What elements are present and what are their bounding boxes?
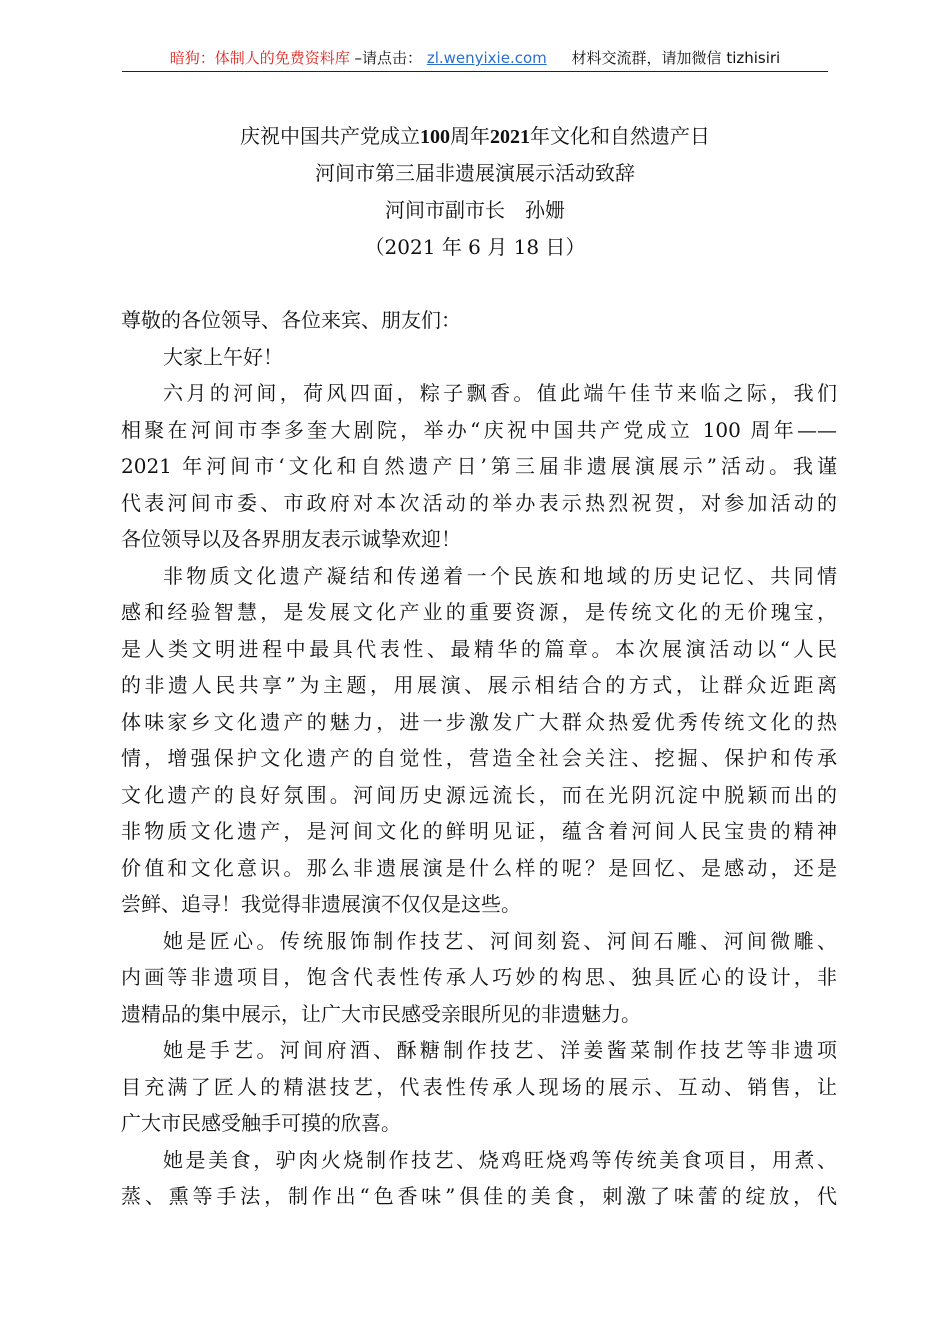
paragraph-line: 价值和文化意识。那么非遗展演是什么样的呢？是回忆、是感动，还是 <box>121 855 837 880</box>
speech-body <box>121 302 837 1215</box>
title-part: 周年 <box>450 124 490 148</box>
paragraph-line: 遗精品的集中展示，让广大市民感受亲眼所见的非遗魅力。 <box>121 1001 641 1026</box>
paragraph-line: 六月的河间，荷风四面，粽子飘香。值此端午佳节来临之际，我们 <box>163 381 837 405</box>
title-block <box>0 118 950 266</box>
title-part: 庆祝中国共产党成立 <box>240 124 420 148</box>
paragraph-line: 情，增强保护文化遗产的自觉性，营造全社会关注、挖掘、保护和传承 <box>121 746 837 770</box>
paragraph-line: 体味家乡文化遗产的魅力，进一步激发广大群众热爱优秀传统文化的热 <box>121 709 837 734</box>
paragraph-line: 代表河间市委、市政府对本次活动的举办表示热烈祝贺，对参加活动的 <box>121 490 837 515</box>
paragraph-line: 广大市民感受触手可摸的欣喜。 <box>121 1111 401 1135</box>
greeting: 大家上午好！ <box>163 344 283 369</box>
title-part: 年文化和自然遗产日 <box>530 124 710 148</box>
paragraph-line: 文化遗产的良好氛围。河间历史源远流长，而在光阴沉淀中脱颖而出的 <box>121 782 837 807</box>
paragraph-line: 她是手艺。河间府酒、酥糖制作技艺、洋姜酱菜制作技艺等非遗项 <box>163 1038 837 1062</box>
salutation: 尊敬的各位领导、各位来宾、朋友们： <box>121 308 461 332</box>
title-number: 100 <box>420 126 450 148</box>
wechat-note: 材料交流群，请加微信 tizhisiri <box>571 49 781 67</box>
header-banner <box>122 46 828 70</box>
title-year: 2021 <box>490 126 530 148</box>
paragraph-line: 2021 年河间市‘文化和自然遗产日’第三届非遗展演展示”活动。我谨 <box>121 454 837 478</box>
paragraph-line: 是人类文明进程中最具代表性、最精华的篇章。本次展演活动以“人民 <box>121 636 837 661</box>
subtitle: 河间市第三届非遗展演展示活动致辞 <box>315 161 635 185</box>
website-link[interactable]: zl.wenyixie.com <box>426 49 547 67</box>
click-prompt: –请点击： <box>349 49 423 67</box>
paragraph-line: 目充满了匠人的精湛技艺，代表性传承人现场的展示、互动、销售，让 <box>121 1074 837 1099</box>
paragraph-line: 感和经验智慧，是发展文化产业的重要资源，是传统文化的无价瑰宝， <box>121 600 837 624</box>
paragraph-line: 各位领导以及各界朋友表示诚挚欢迎！ <box>121 527 461 551</box>
brand-text: 暗狗：体制人的免费资料库 <box>169 49 350 67</box>
paragraph-line: 的非遗人民共享”为主题，用展演、展示相结合的方式，让群众近距离 <box>121 673 837 697</box>
paragraph-line: 内画等非遗项目，饱含代表性传承人巧妙的构思、独具匠心的设计，非 <box>121 965 837 989</box>
paragraph-line: 尝鲜、追寻！我觉得非遗展演不仅仅是这些。 <box>121 892 521 916</box>
paragraph-line: 非物质文化遗产凝结和传递着一个民族和地域的历史记忆、共同情 <box>163 563 837 588</box>
paragraph-line: 蒸、熏等手法，制作出“色香味”俱佳的美食，刺激了味蕾的绽放，代 <box>121 1184 837 1208</box>
paragraph-line: 她是匠心。传统服饰制作技艺、河间刻瓷、河间石雕、河间微雕、 <box>163 928 837 953</box>
paragraph-line: 相聚在河间市李多奎大剧院，举办“庆祝中国共产党成立 100 周年—— <box>121 417 837 442</box>
paragraph-line: 非物质文化遗产，是河间文化的鲜明见证，蕴含着河间人民宝贵的精神 <box>121 819 837 843</box>
header-divider <box>122 71 828 72</box>
paragraph-line: 她是美食，驴肉火烧制作技艺、烧鸡旺烧鸡等传统美食项目，用煮、 <box>163 1147 837 1172</box>
speech-date: （2021 年 6 月 18 日） <box>364 235 586 259</box>
speaker: 河间市副市长 孙姗 <box>385 198 565 222</box>
main-title <box>0 118 950 155</box>
